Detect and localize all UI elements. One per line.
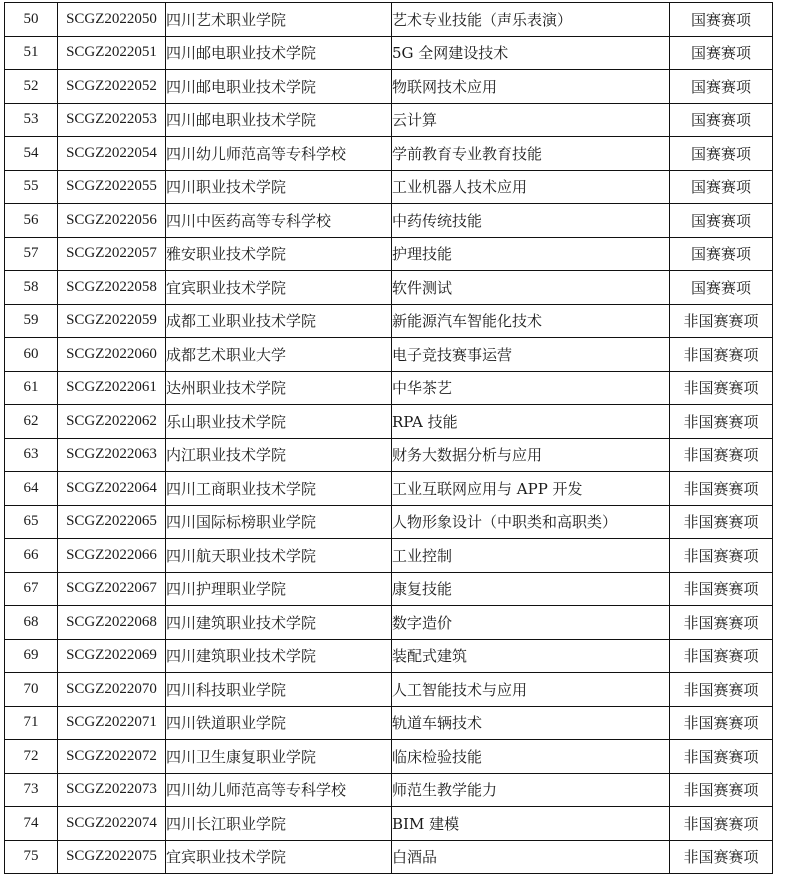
- host-school-cell: 四川航天职业技术学院: [166, 539, 392, 573]
- item-type-cell: 非国赛赛项: [670, 539, 773, 573]
- item-type-cell: 非国赛赛项: [670, 472, 773, 506]
- row-number-cell: 51: [5, 36, 58, 70]
- row-number-cell: 54: [5, 137, 58, 171]
- item-type-cell: 国赛赛项: [670, 271, 773, 305]
- project-code-cell: SCGZ2022072: [58, 740, 166, 774]
- table-row: [5, 338, 773, 372]
- row-number-cell: 53: [5, 103, 58, 137]
- item-type-cell: 非国赛赛项: [670, 338, 773, 372]
- project-code-cell: SCGZ2022061: [58, 371, 166, 405]
- item-type-cell: 非国赛赛项: [670, 673, 773, 707]
- row-number-cell: 64: [5, 472, 58, 506]
- host-school-cell: 达州职业技术学院: [166, 371, 392, 405]
- competition-item-cell: 工业机器人技术应用: [392, 170, 670, 204]
- project-code-cell: SCGZ2022065: [58, 505, 166, 539]
- row-number-cell: 50: [5, 3, 58, 37]
- item-type-cell: 国赛赛项: [670, 170, 773, 204]
- project-code-cell: SCGZ2022058: [58, 271, 166, 305]
- table-row: [5, 572, 773, 606]
- competition-item-cell: 人物形象设计（中职类和高职类）: [392, 505, 670, 539]
- competition-item-cell: 轨道车辆技术: [392, 706, 670, 740]
- competition-item-cell: 临床检验技能: [392, 740, 670, 774]
- competition-item-cell: 物联网技术应用: [392, 70, 670, 104]
- host-school-cell: 四川艺术职业学院: [166, 3, 392, 37]
- item-type-cell: 非国赛赛项: [670, 840, 773, 874]
- row-number-cell: 74: [5, 807, 58, 841]
- row-number-cell: 61: [5, 371, 58, 405]
- project-code-cell: SCGZ2022053: [58, 103, 166, 137]
- row-number-cell: 67: [5, 572, 58, 606]
- row-number-cell: 66: [5, 539, 58, 573]
- competition-item-cell: 电子竞技赛事运营: [392, 338, 670, 372]
- project-code-cell: SCGZ2022059: [58, 304, 166, 338]
- table-row: [5, 137, 773, 171]
- table-row: [5, 706, 773, 740]
- competition-item-cell: 新能源汽车智能化技术: [392, 304, 670, 338]
- item-type-cell: 非国赛赛项: [670, 371, 773, 405]
- host-school-cell: 乐山职业技术学院: [166, 405, 392, 439]
- row-number-cell: 63: [5, 438, 58, 472]
- table-row: [5, 204, 773, 238]
- item-type-cell: 非国赛赛项: [670, 405, 773, 439]
- table-row: [5, 3, 773, 37]
- item-type-cell: 国赛赛项: [670, 3, 773, 37]
- project-code-cell: SCGZ2022063: [58, 438, 166, 472]
- host-school-cell: 雅安职业技术学院: [166, 237, 392, 271]
- host-school-cell: 四川工商职业技术学院: [166, 472, 392, 506]
- row-number-cell: 59: [5, 304, 58, 338]
- project-code-cell: SCGZ2022073: [58, 773, 166, 807]
- host-school-cell: 成都艺术职业大学: [166, 338, 392, 372]
- host-school-cell: 四川职业技术学院: [166, 170, 392, 204]
- competition-item-cell: 工业互联网应用与 APP 开发: [392, 472, 670, 506]
- row-number-cell: 62: [5, 405, 58, 439]
- competition-item-cell: 中华茶艺: [392, 371, 670, 405]
- table-row: [5, 773, 773, 807]
- host-school-cell: 四川幼儿师范高等专科学校: [166, 773, 392, 807]
- competition-table: [4, 2, 773, 874]
- item-type-cell: 国赛赛项: [670, 204, 773, 238]
- host-school-cell: 四川护理职业学院: [166, 572, 392, 606]
- table-row: [5, 304, 773, 338]
- project-code-cell: SCGZ2022054: [58, 137, 166, 171]
- project-code-cell: SCGZ2022066: [58, 539, 166, 573]
- competition-item-cell: 装配式建筑: [392, 639, 670, 673]
- project-code-cell: SCGZ2022075: [58, 840, 166, 874]
- row-number-cell: 71: [5, 706, 58, 740]
- host-school-cell: 四川科技职业学院: [166, 673, 392, 707]
- table-row: [5, 170, 773, 204]
- row-number-cell: 58: [5, 271, 58, 305]
- project-code-cell: SCGZ2022069: [58, 639, 166, 673]
- item-type-cell: 国赛赛项: [670, 103, 773, 137]
- item-type-cell: 国赛赛项: [670, 36, 773, 70]
- table-row: [5, 70, 773, 104]
- competition-item-cell: 软件测试: [392, 271, 670, 305]
- item-type-cell: 国赛赛项: [670, 137, 773, 171]
- item-type-cell: 国赛赛项: [670, 237, 773, 271]
- competition-item-cell: 数字造价: [392, 606, 670, 640]
- table-row: [5, 36, 773, 70]
- host-school-cell: 宜宾职业技术学院: [166, 840, 392, 874]
- project-code-cell: SCGZ2022067: [58, 572, 166, 606]
- host-school-cell: 内江职业技术学院: [166, 438, 392, 472]
- project-code-cell: SCGZ2022050: [58, 3, 166, 37]
- competition-item-cell: 师范生教学能力: [392, 773, 670, 807]
- row-number-cell: 52: [5, 70, 58, 104]
- table-row: [5, 472, 773, 506]
- row-number-cell: 65: [5, 505, 58, 539]
- table-body: [5, 3, 773, 874]
- table-row: [5, 103, 773, 137]
- item-type-cell: 非国赛赛项: [670, 572, 773, 606]
- host-school-cell: 成都工业职业技术学院: [166, 304, 392, 338]
- table-row: [5, 639, 773, 673]
- competition-item-cell: 康复技能: [392, 572, 670, 606]
- row-number-cell: 73: [5, 773, 58, 807]
- table-row: [5, 505, 773, 539]
- item-type-cell: 国赛赛项: [670, 70, 773, 104]
- row-number-cell: 69: [5, 639, 58, 673]
- competition-item-cell: 云计算: [392, 103, 670, 137]
- item-type-cell: 非国赛赛项: [670, 807, 773, 841]
- project-code-cell: SCGZ2022055: [58, 170, 166, 204]
- host-school-cell: 四川卫生康复职业学院: [166, 740, 392, 774]
- host-school-cell: 四川国际标榜职业学院: [166, 505, 392, 539]
- row-number-cell: 68: [5, 606, 58, 640]
- competition-item-cell: 人工智能技术与应用: [392, 673, 670, 707]
- table-row: [5, 371, 773, 405]
- table-row: [5, 405, 773, 439]
- project-code-cell: SCGZ2022052: [58, 70, 166, 104]
- item-type-cell: 非国赛赛项: [670, 740, 773, 774]
- host-school-cell: 宜宾职业技术学院: [166, 271, 392, 305]
- host-school-cell: 四川中医药高等专科学校: [166, 204, 392, 238]
- project-code-cell: SCGZ2022060: [58, 338, 166, 372]
- host-school-cell: 四川建筑职业技术学院: [166, 606, 392, 640]
- host-school-cell: 四川邮电职业技术学院: [166, 103, 392, 137]
- row-number-cell: 75: [5, 840, 58, 874]
- table-row: [5, 271, 773, 305]
- project-code-cell: SCGZ2022064: [58, 472, 166, 506]
- table-row: [5, 840, 773, 874]
- competition-item-cell: RPA 技能: [392, 405, 670, 439]
- table-row: [5, 237, 773, 271]
- competition-item-cell: BIM 建模: [392, 807, 670, 841]
- competition-item-cell: 中药传统技能: [392, 204, 670, 238]
- competition-item-cell: 白酒品: [392, 840, 670, 874]
- item-type-cell: 非国赛赛项: [670, 606, 773, 640]
- competition-item-cell: 5G 全网建设技术: [392, 36, 670, 70]
- item-type-cell: 非国赛赛项: [670, 706, 773, 740]
- table-row: [5, 807, 773, 841]
- host-school-cell: 四川长江职业学院: [166, 807, 392, 841]
- competition-item-cell: 学前教育专业教育技能: [392, 137, 670, 171]
- project-code-cell: SCGZ2022074: [58, 807, 166, 841]
- project-code-cell: SCGZ2022071: [58, 706, 166, 740]
- table-row: [5, 539, 773, 573]
- table-row: [5, 673, 773, 707]
- competition-item-cell: 艺术专业技能（声乐表演）: [392, 3, 670, 37]
- table-row: [5, 606, 773, 640]
- row-number-cell: 72: [5, 740, 58, 774]
- row-number-cell: 60: [5, 338, 58, 372]
- table-row: [5, 438, 773, 472]
- item-type-cell: 非国赛赛项: [670, 505, 773, 539]
- row-number-cell: 57: [5, 237, 58, 271]
- project-code-cell: SCGZ2022068: [58, 606, 166, 640]
- host-school-cell: 四川邮电职业技术学院: [166, 36, 392, 70]
- competition-item-cell: 护理技能: [392, 237, 670, 271]
- host-school-cell: 四川幼儿师范高等专科学校: [166, 137, 392, 171]
- item-type-cell: 非国赛赛项: [670, 773, 773, 807]
- host-school-cell: 四川铁道职业学院: [166, 706, 392, 740]
- competition-item-cell: 工业控制: [392, 539, 670, 573]
- row-number-cell: 56: [5, 204, 58, 238]
- project-code-cell: SCGZ2022070: [58, 673, 166, 707]
- host-school-cell: 四川建筑职业技术学院: [166, 639, 392, 673]
- competition-item-cell: 财务大数据分析与应用: [392, 438, 670, 472]
- table-row: [5, 740, 773, 774]
- project-code-cell: SCGZ2022056: [58, 204, 166, 238]
- item-type-cell: 非国赛赛项: [670, 304, 773, 338]
- item-type-cell: 非国赛赛项: [670, 438, 773, 472]
- project-code-cell: SCGZ2022062: [58, 405, 166, 439]
- row-number-cell: 70: [5, 673, 58, 707]
- project-code-cell: SCGZ2022051: [58, 36, 166, 70]
- project-code-cell: SCGZ2022057: [58, 237, 166, 271]
- row-number-cell: 55: [5, 170, 58, 204]
- host-school-cell: 四川邮电职业技术学院: [166, 70, 392, 104]
- item-type-cell: 非国赛赛项: [670, 639, 773, 673]
